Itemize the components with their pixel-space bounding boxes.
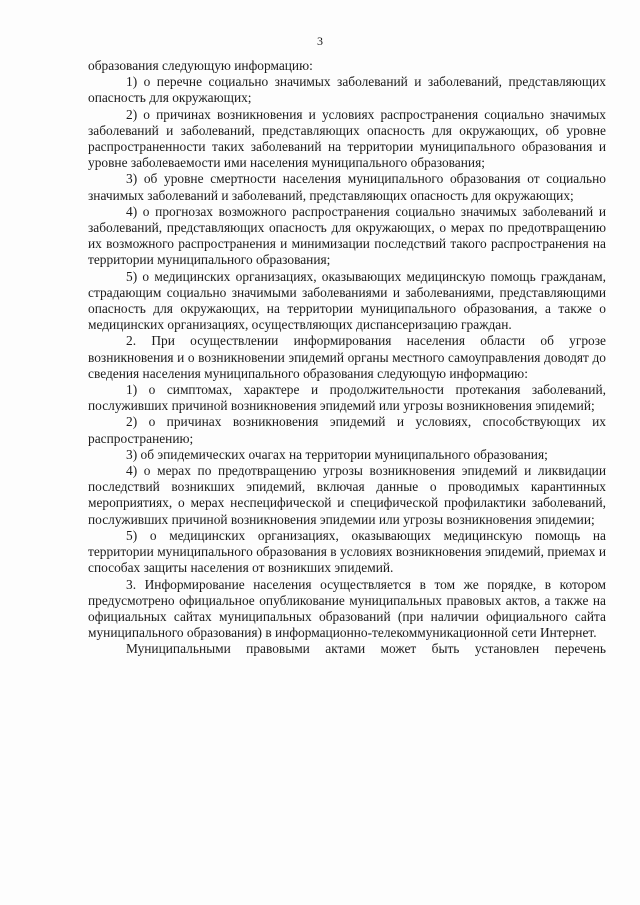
page-number: 3 (317, 34, 323, 48)
paragraph-epidemic-item-2: 2) о причинах возникновения эпидемий и условиях, способствующих их распространению; (88, 414, 606, 446)
paragraph-item-1-list-diseases: 1) о перечне социально значимых заболеваний и заболеваний, представляющих опасность для окружающих; (88, 74, 606, 106)
paragraph-item-3-mortality: 3) об уровне смертности населения муниципального образования от социально значимых заболеваний и заболеваний, представляющих опасность для окружающих; (88, 171, 606, 203)
paragraph-intro-continuation: образования следующую информацию: (88, 58, 313, 73)
paragraph-epidemic-item-1: 1) о симптомах, характере и продолжительности протекания заболеваний, послуживших причиной возникновения эпидемий или угрозы возникновения эпидемий; (88, 382, 606, 414)
paragraph-final: Муниципальными правовыми актами может быть установлен перечень (126, 641, 606, 657)
paragraph-section-2: 2. При осуществлении информирования населения области об угрозе возникновения и о возникновении эпидемий органы местного самоуправления доводят до сведения населения муниципального образования следующую информацию: (88, 333, 606, 381)
paragraph-epidemic-item-3: 3) об эпидемических очагах на территории муниципального образования; (126, 446, 548, 462)
document-body (88, 58, 606, 658)
paragraph-epidemic-item-5: 5) о медицинских организациях, оказывающих медицинскую помощь на территории муниципального образования в условиях возникновения эпидемий, приемах и способах защиты населения от возникших эпидемий. (88, 527, 606, 576)
paragraph-section-3: 3. Информирование населения осуществляется в том же порядке, в котором предусмотрено официальное опубликование муниципальных правовых актов, а также на официальных сайтах муниципальных образований (при наличии официального сайта муниципального образования) в информационно-телекоммуникационной сети Интернет. (88, 576, 606, 641)
paragraph-epidemic-item-4: 4) о мерах по предотвращению угрозы возникновения эпидемий и ликвидации последствий возникших эпидемий, включая данные о проводимых карантинных мероприятиях, о мерах неспецифической и специфической профилактики заболеваний, послуживших причиной возникновения эпидемии или угрозы возникновения эпидемии; (88, 463, 606, 527)
paragraph-item-4-forecasts: 4) о прогнозах возможного распространения социально значимых заболеваний и заболеваний, представляющих опасность для окружающих, о мерах по предотвращению их возможного распространения и минимизации последствий такого распространения на территории муниципального образования; (88, 203, 606, 268)
paragraph-item-2-causes: 2) о причинах возникновения и условиях распространения социально значимых заболеваний и заболеваний, представляющих опасность для окружающих, об уровне распространенности таких заболеваний на территории муниципального образования и уровне заболеваемости ими населения муниципального образования; (88, 106, 606, 171)
paragraph-item-5-medical-orgs: 5) о медицинских организациях, оказывающих медицинскую помощь гражданам, страдающим социально значимыми заболеваниями и заболеваниями, представляющими опасность для окружающих, на территории муниципального образования, а также о медицинских организациях, осуществляющих диспансеризацию граждан. (88, 268, 606, 333)
